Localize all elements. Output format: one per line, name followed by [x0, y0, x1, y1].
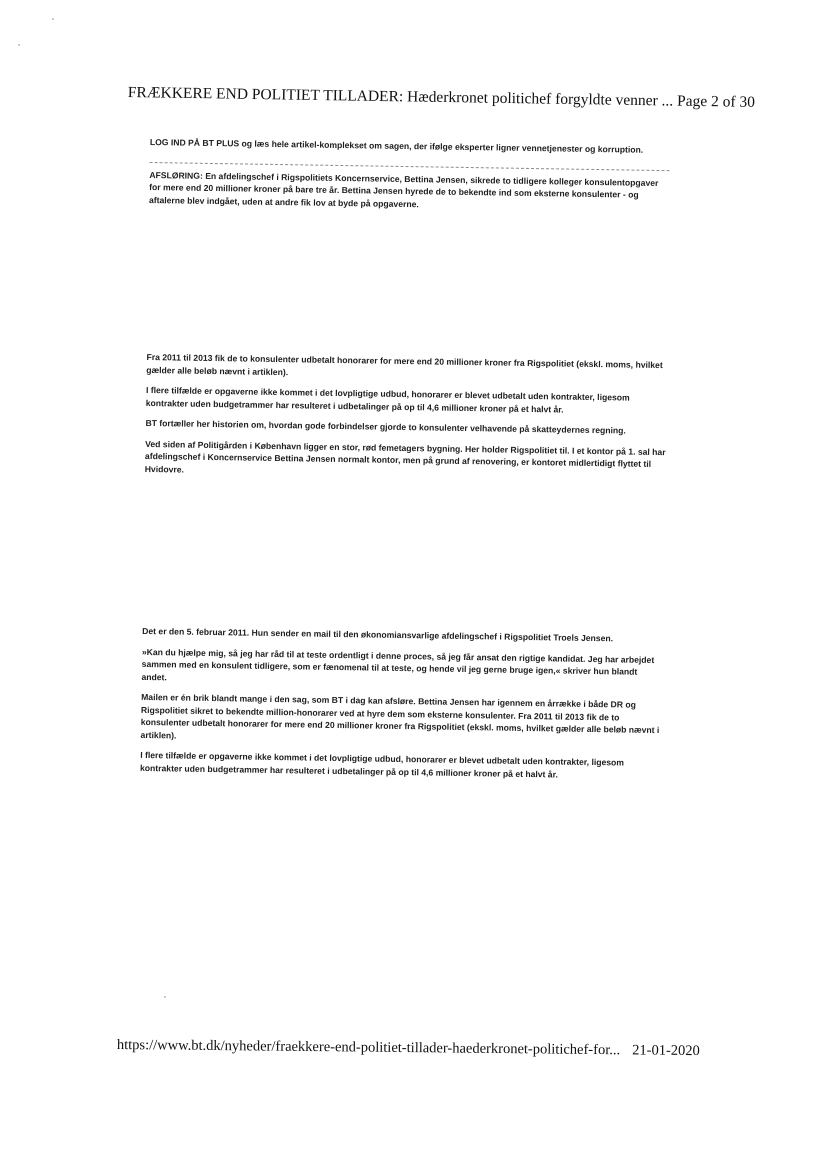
paragraph: Fra 2011 til 2013 fik de to konsulenter udbetalt honorarer for mere end 20 millioner kroner fra Rigspolitiet (ekskl. moms, hvilket gælder alle beløb nævnt i artiklen).: [146, 351, 663, 377]
login-promo[interactable]: LOG IND PÅ BT PLUS og læs hele artikel-komplekset om sagen, der ifølge eksperter ligner vennetjenester og korruption.: [149, 136, 644, 155]
page-footer: [116, 1037, 700, 1060]
page-header: FRÆKKERE END POLITIET TILLADER: Hæderkronet politichef forgyldte venner ... Page 2 of 30: [127, 84, 756, 111]
paragraph: Det er den 5. februar 2011. Hun sender en mail til den økonomiansvarlige afdelingschef i Rigspolitiet Troels Jensen.: [142, 625, 614, 644]
scan-speck: [52, 18, 54, 20]
article-body: [140, 136, 672, 782]
paragraph: I flere tilfælde er opgaverne ikke kommet i det lovpligtige udbud, honorarer er blevet udbetalt uden kontrakter, ligesom kontrakter uden budgetrammer har resulteret i udbetalinger på op til 4,6 millioner kroner på et halvt år.: [140, 749, 625, 779]
quote-paragraph: »Kan du hjælpe mig, så jeg har råd til at teste ordentligt i denne proces, så jeg får ansat den rigtige kandidat. Jeg har arbejdet sammen med en konsulent tidligere, som er fænomenal til at teste, og hende vil jeg gerne bruge igen,« skriver hun blandt andet.: [141, 646, 655, 682]
image-placeholder: [142, 475, 666, 633]
reveal-paragraph: AFSLØRING: En afdelingschef i Rigspolitiets Koncernservice, Bettina Jensen, sikrede to tidligere kolleger konsulentopgaver for mere end 20 millioner kroner på bare tre år. Bettina Jensen hyrede de to bekendte ind som eksterne konsulenter - og aftalerne blev indgået, uden at andre fik lov at byde på opgaverne.: [148, 169, 659, 209]
image-placeholder: [147, 206, 671, 359]
paragraph: BT fortæller her historien om, hvordan gode forbindelser gjorde to konsulenter velhavende på skatteydernes regning.: [145, 417, 626, 436]
paragraph: Ved siden af Politigården i København ligger en stor, rød femetagers bygning. Her holder Rigspolitiet til. I et kontor på 1. sal har afdelingschef i Koncernservice Bettina Jensen normalt kontor, men på grund af renovering, er kontoret midlertidigt flyttet til Hvidovre.: [144, 438, 666, 475]
source-url[interactable]: https://www.bt.dk/nyheder/fraekkere-end-politiet-tillader-haederkronet-politichef-for...: [116, 1037, 621, 1059]
print-date: 21-01-2020: [632, 1042, 700, 1060]
scan-speck: [18, 44, 20, 46]
paragraph: I flere tilfælde er opgaverne ikke kommet i det lovpligtige udbud, honorarer er blevet udbetalt uden kontrakter, ligesom kontrakter uden budgetrammer har resulteret i udbetalinger på op til 4,6 millioner kroner på et halvt år.: [145, 384, 630, 415]
paragraph: Mailen er én brik blandt mange i den sag, som BT i dag kan afsløre. Bettina Jensen har igennem en årrække i både DR og Rigspolitiet sikret to bekendte million-honorarer ved at hyre dem som eksterne konsulenter. Fra 2011 til 2013 fik de to konsulenter udbetalt honorarer for mere end 20 millioner kroner fra Rigspolitiet (ekskl. moms, hvilket gælder alle beløb nævnt i artiklen).: [140, 691, 660, 740]
scan-speck: [164, 996, 166, 998]
